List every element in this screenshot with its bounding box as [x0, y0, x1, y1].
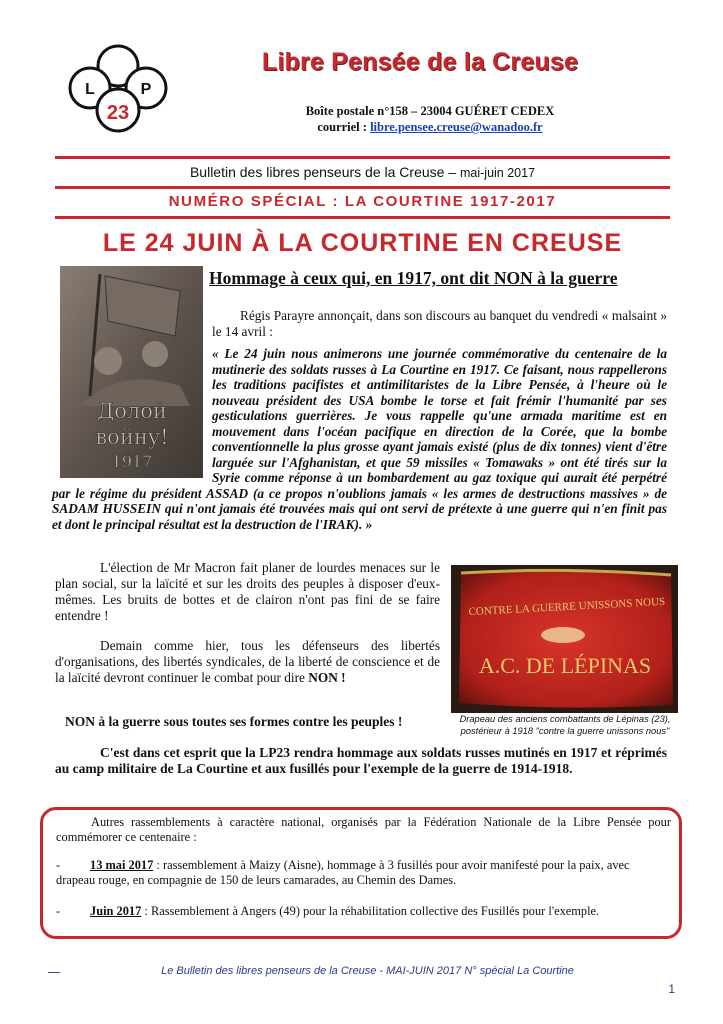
email-link[interactable]: libre.pensee.creuse@wanadoo.fr: [370, 120, 543, 134]
events-intro: Autres rassemblements à caractère national, organisés par la Fédération Nationale de la Libre Pensée pour commémorer ce centenaire :: [56, 815, 671, 844]
article-subheadline: Hommage à ceux qui, en 1917, ont dit NON à la guerre: [209, 268, 618, 288]
quote-wrap-space: [52, 346, 212, 476]
banner-bottom-text: A.C. DE LÉPINAS: [478, 653, 652, 678]
email-row: [200, 120, 660, 135]
footer-mark: [48, 972, 60, 973]
divider-bottom: [55, 216, 670, 219]
email-label: courriel :: [317, 120, 371, 134]
plaque-line-3: 1917: [111, 452, 153, 471]
event-date: Juin 2017: [90, 904, 142, 918]
paragraph-macron: L'élection de Mr Macron fait planer de lourdes menaces sur le plan social, sur la laïcité et sur les droits des peuples à disposer d'eux-mêmes. Les bruits de bottes et de clairon n'ont pas fini de se faire entendre !: [55, 560, 440, 623]
postal-address: Boîte postale n°158 – 23004 GUÉRET CEDEX: [305, 104, 555, 118]
divider-middle: [55, 186, 670, 189]
page-number: 1: [668, 982, 675, 996]
event-text: : Rassemblement à Angers (49) pour la réhabilitation collective des Fusillés pour l'exemple.: [141, 904, 600, 918]
banner-caption: [450, 713, 680, 737]
logo-letter-p: P: [140, 81, 152, 98]
logo-letter-l: L: [85, 81, 95, 98]
plaque-line-2: войну!: [95, 425, 169, 449]
speech-quote-text: « Le 24 juin nous animerons une journée commémorative du centenaire de la mutinerie des soldats russes à La Courtine en 1917. Ce faisant, nous rappellerons les traditions pacifistes et antimilitaristes de la Libre Pensée, à l'heure où le nouveau président des USA bombe le torse et fait frémir l'humanité par ses gesticulations guerrières. Je vous rappelle qu'une armada maritime est en mouvement dans l'océan pacifique en direction de la Corée, que la bombe conventionnelle la plus grosse ayant jamais existé (plus de dix tonnes) vient d'être larguée sur l'Afghanistan, et que 59 missiles « Tomawaks » ont été tirés sur la Syrie comme réponse à un bombardement au gaz toxique qui aurait été perpétré par le régime du président ASSAD (a ce propos n'oublions jamais « les armes de destructions massives » de SADAM HUSSEIN qui n'ont jamais été trouvées mais qui ont servi de prétexte à une guerre qui n'en finit pas et dont le principal résultat est la destruction de l'IRAK). »: [52, 346, 667, 532]
event-item: [56, 904, 671, 919]
bulletin-date: mai-juin 2017: [460, 166, 536, 180]
event-dash: -: [56, 904, 61, 918]
paragraph-defenders-no: NON !: [308, 670, 346, 685]
event-date: 13 mai 2017: [90, 858, 154, 872]
event-item: [56, 858, 671, 888]
paragraph-defenders: [55, 638, 440, 686]
headline: LE 24 JUIN À LA COURTINE EN CREUSE: [102, 229, 623, 257]
banner-caption-line-1: Drapeau des anciens combattants de Lépinas (23),: [459, 714, 671, 724]
lp23-logo: [58, 40, 178, 136]
banner-top-text: CONTRE LA GUERRE UNISSONS NOUS: [468, 595, 666, 619]
bulletin-line: [55, 164, 670, 180]
bulletin-text: Bulletin des libres penseurs de la Creuse –: [189, 164, 460, 180]
article-intro: Régis Parayre annonçait, dans son discours au banquet du vendredi « malsaint » le 14 avril :: [212, 308, 667, 339]
logo-number: 23: [106, 102, 130, 124]
divider-top: [55, 156, 670, 159]
paragraph-defenders-text: Demain comme hier, tous les défenseurs des libertés d'organisations, des libertés syndicales, de la liberté de conscience et de la laïcité devront continuer le combat pour dire: [55, 638, 440, 685]
red-banner-image: [451, 565, 678, 713]
speech-quote: [52, 346, 667, 532]
slogan: NON à la guerre sous toutes ses formes contre les peuples !: [65, 714, 403, 729]
site-title: Libre Pensée de la Creuse: [261, 48, 579, 76]
plaque-line-1: Долой: [97, 399, 167, 423]
event-dash: -: [56, 858, 61, 872]
event-text: : rassemblement à Maizy (Aisne), hommage à 3 fusillés pour avoir manifesté pour la paix, avec drapeau rouge, en compagnie de 150 de leurs camarades, au Chemin des Dames.: [56, 858, 630, 887]
footer-text: Le Bulletin des libres penseurs de la Creuse - MAI-JUIN 2017 N° spécial La Courtine: [161, 965, 574, 977]
banner-caption-line-2: postérieur à 1918 "contre la guerre unissons nous": [460, 726, 670, 736]
special-issue-title: NUMÉRO SPÉCIAL : LA COURTINE 1917-2017: [168, 193, 557, 210]
conclusion-paragraph: C'est dans cet esprit que la LP23 rendra hommage aux soldats russes mutinés en 1917 et réprimés au camp militaire de La Courtine et aux fusillés pour l'exemple de la guerre de 1914-1918.: [55, 745, 667, 776]
